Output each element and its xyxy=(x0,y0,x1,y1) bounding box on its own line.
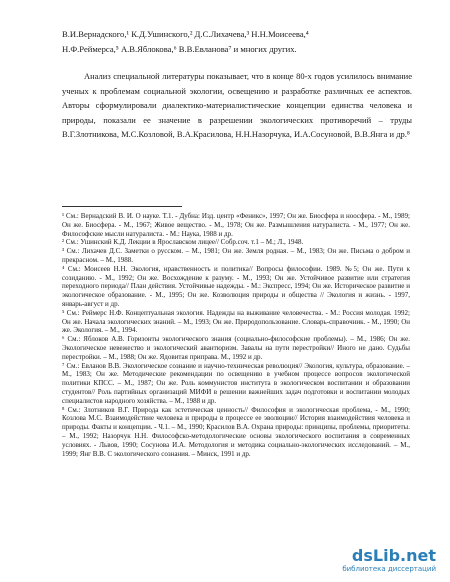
dslib-logo[interactable] xyxy=(318,546,436,576)
footnote-4: ⁴ См.: Моисеев Н.Н. Экология, нравственность и политика// Вопросы философии. 1989. №5; Он же. Пути к созиданию. - М., 1992; Он же. Восхождение к разуму. - М., 1993; Он же. Устойчивое развитие или стратегия переходного периода// План действия. Устойчивые надежды. - М.: Экспресс, 1994; Он же. Историческое развитие и экологическое образование. - М., 1995; Он же. Козволюция природы и общества // Экология и жизнь. - 1997, январь-август и др. xyxy=(62,264,410,308)
top-text-line-1: В.И.Вернадского,¹ К.Д.Ушинского,² Д.С.Лихачева,³ Н.Н.Моисеева,⁴ xyxy=(62,29,309,39)
footnote-7: ⁷ См.: Евланов В.В. Экологическое сознание и научно-техническая революция// Экология, культура, образование. – М., 1983; Он же. Методические рекомендации по освещению в учебном процессе вопросов экологической политики КПСС. – М., 1987; Он же. Роль коммунистов института в экологическом воспитании и образовании студентов// Роль партийных организаций МИФИ в решении важнейших задач подготовки и воспитании молодых специалистов народного хозяйства. – М., 1988 и др. xyxy=(62,361,410,405)
top-text-line-2: Н.Ф.Реймерса,⁵ А.В.Яблокова,⁶ В.В.Евланова⁷ и многих других. xyxy=(62,44,297,54)
footnotes xyxy=(62,212,410,458)
logo-sub-text: библиотека диссертаций xyxy=(342,565,436,573)
footnote-separator xyxy=(62,206,182,207)
footnote-3: ³ См.: Лихачев Д.С. Заметки о русском. – М., 1981; Он же. Земля родная. – М., 1983; Он же. Письма о добром и прекрасном. – М., 1988. xyxy=(62,247,410,264)
main-paragraph: Анализ специальной литературы показывает, что в конце 80-х годов усилилось внимание ученых к проблемам социальной экологии, освещению и разработке различных ее аспектов. Авторы сформулировали диалектико-материалистические концепции единства человека и природы, показали ее значение в разрешении экологических противоречий – труды В.Г.Злотникова, М.С.Козловой, В.А.Красилова, Н.Н.Назорчука, И.А.Сосуновой, В.В.Янга и др.⁸ xyxy=(62,71,412,139)
footnote-5: ⁵ См.: Реймерс Н.Ф. Концептуальная экология. Надежды на выживание человечества. - М.: Россия молодая. 1992; Он же. Начала экологических знаний. – М., 1993; Он же. Природопользование. Словарь-справочник. - М., 1990; Он же. Экология. – М., 1994. xyxy=(62,308,410,335)
footnote-6: ⁶ См.: Яблоков А.В. Горизонты экологического знания (социально-философские проблемы). – М., 1986; Он же. Экологическое невежество и экологический авантюризм. Завалы на пути перестройки// Иного не дано. Судьбы перестройки. – М., 1988; Он же. Ядовитая приправа. М., 1992 и др. xyxy=(62,335,410,361)
main-text xyxy=(62,69,412,142)
footnote-1: ¹ См.: Вернадский В. И. О науке. Т.1. - Дубна: Изд. центр «Феникс», 1997; Он же. Биосфера и ноосфера. - М., 1989; Он же. Биосфера. - М., 1967; Живое вещество. - М., 1978; Он же. Размышления натуралиста. - М., 1977; Он же. Философские мысли натуралиста. - М.: Наука, 1988 и др. xyxy=(62,212,410,238)
logo-main-text: dsLib.net xyxy=(351,546,436,565)
footnote-2: ² См.: Ушинский К.Д. Лекции в Ярославском лицее// Собр.соч. т.1 – М.; Л., 1948. xyxy=(62,238,304,247)
footnote-8: ⁸ См.: Злотников В.Г. Природа как эстетическая ценность// Философия и экологическая проблема, - М., 1990; Козлова М.С. Взаимодействие человека и природы в процессе ее эволюции// История взаимодействия человека и природы. Факты и концепции. - Ч.1. – М., 1990; Красилов В.А. Охрана природы: принципы, проблемы, приоритеты. – М., 1992; Назорчук Н.Н. Философско-методологические основы экологического воспитания в современных условиях. - Львов, 1990; Сосунова И.А. Методология и методика социально-экологических исследований. – М., 1999; Янг В.В. С экологического сознания. – Минск, 1991 и др. xyxy=(62,405,410,458)
